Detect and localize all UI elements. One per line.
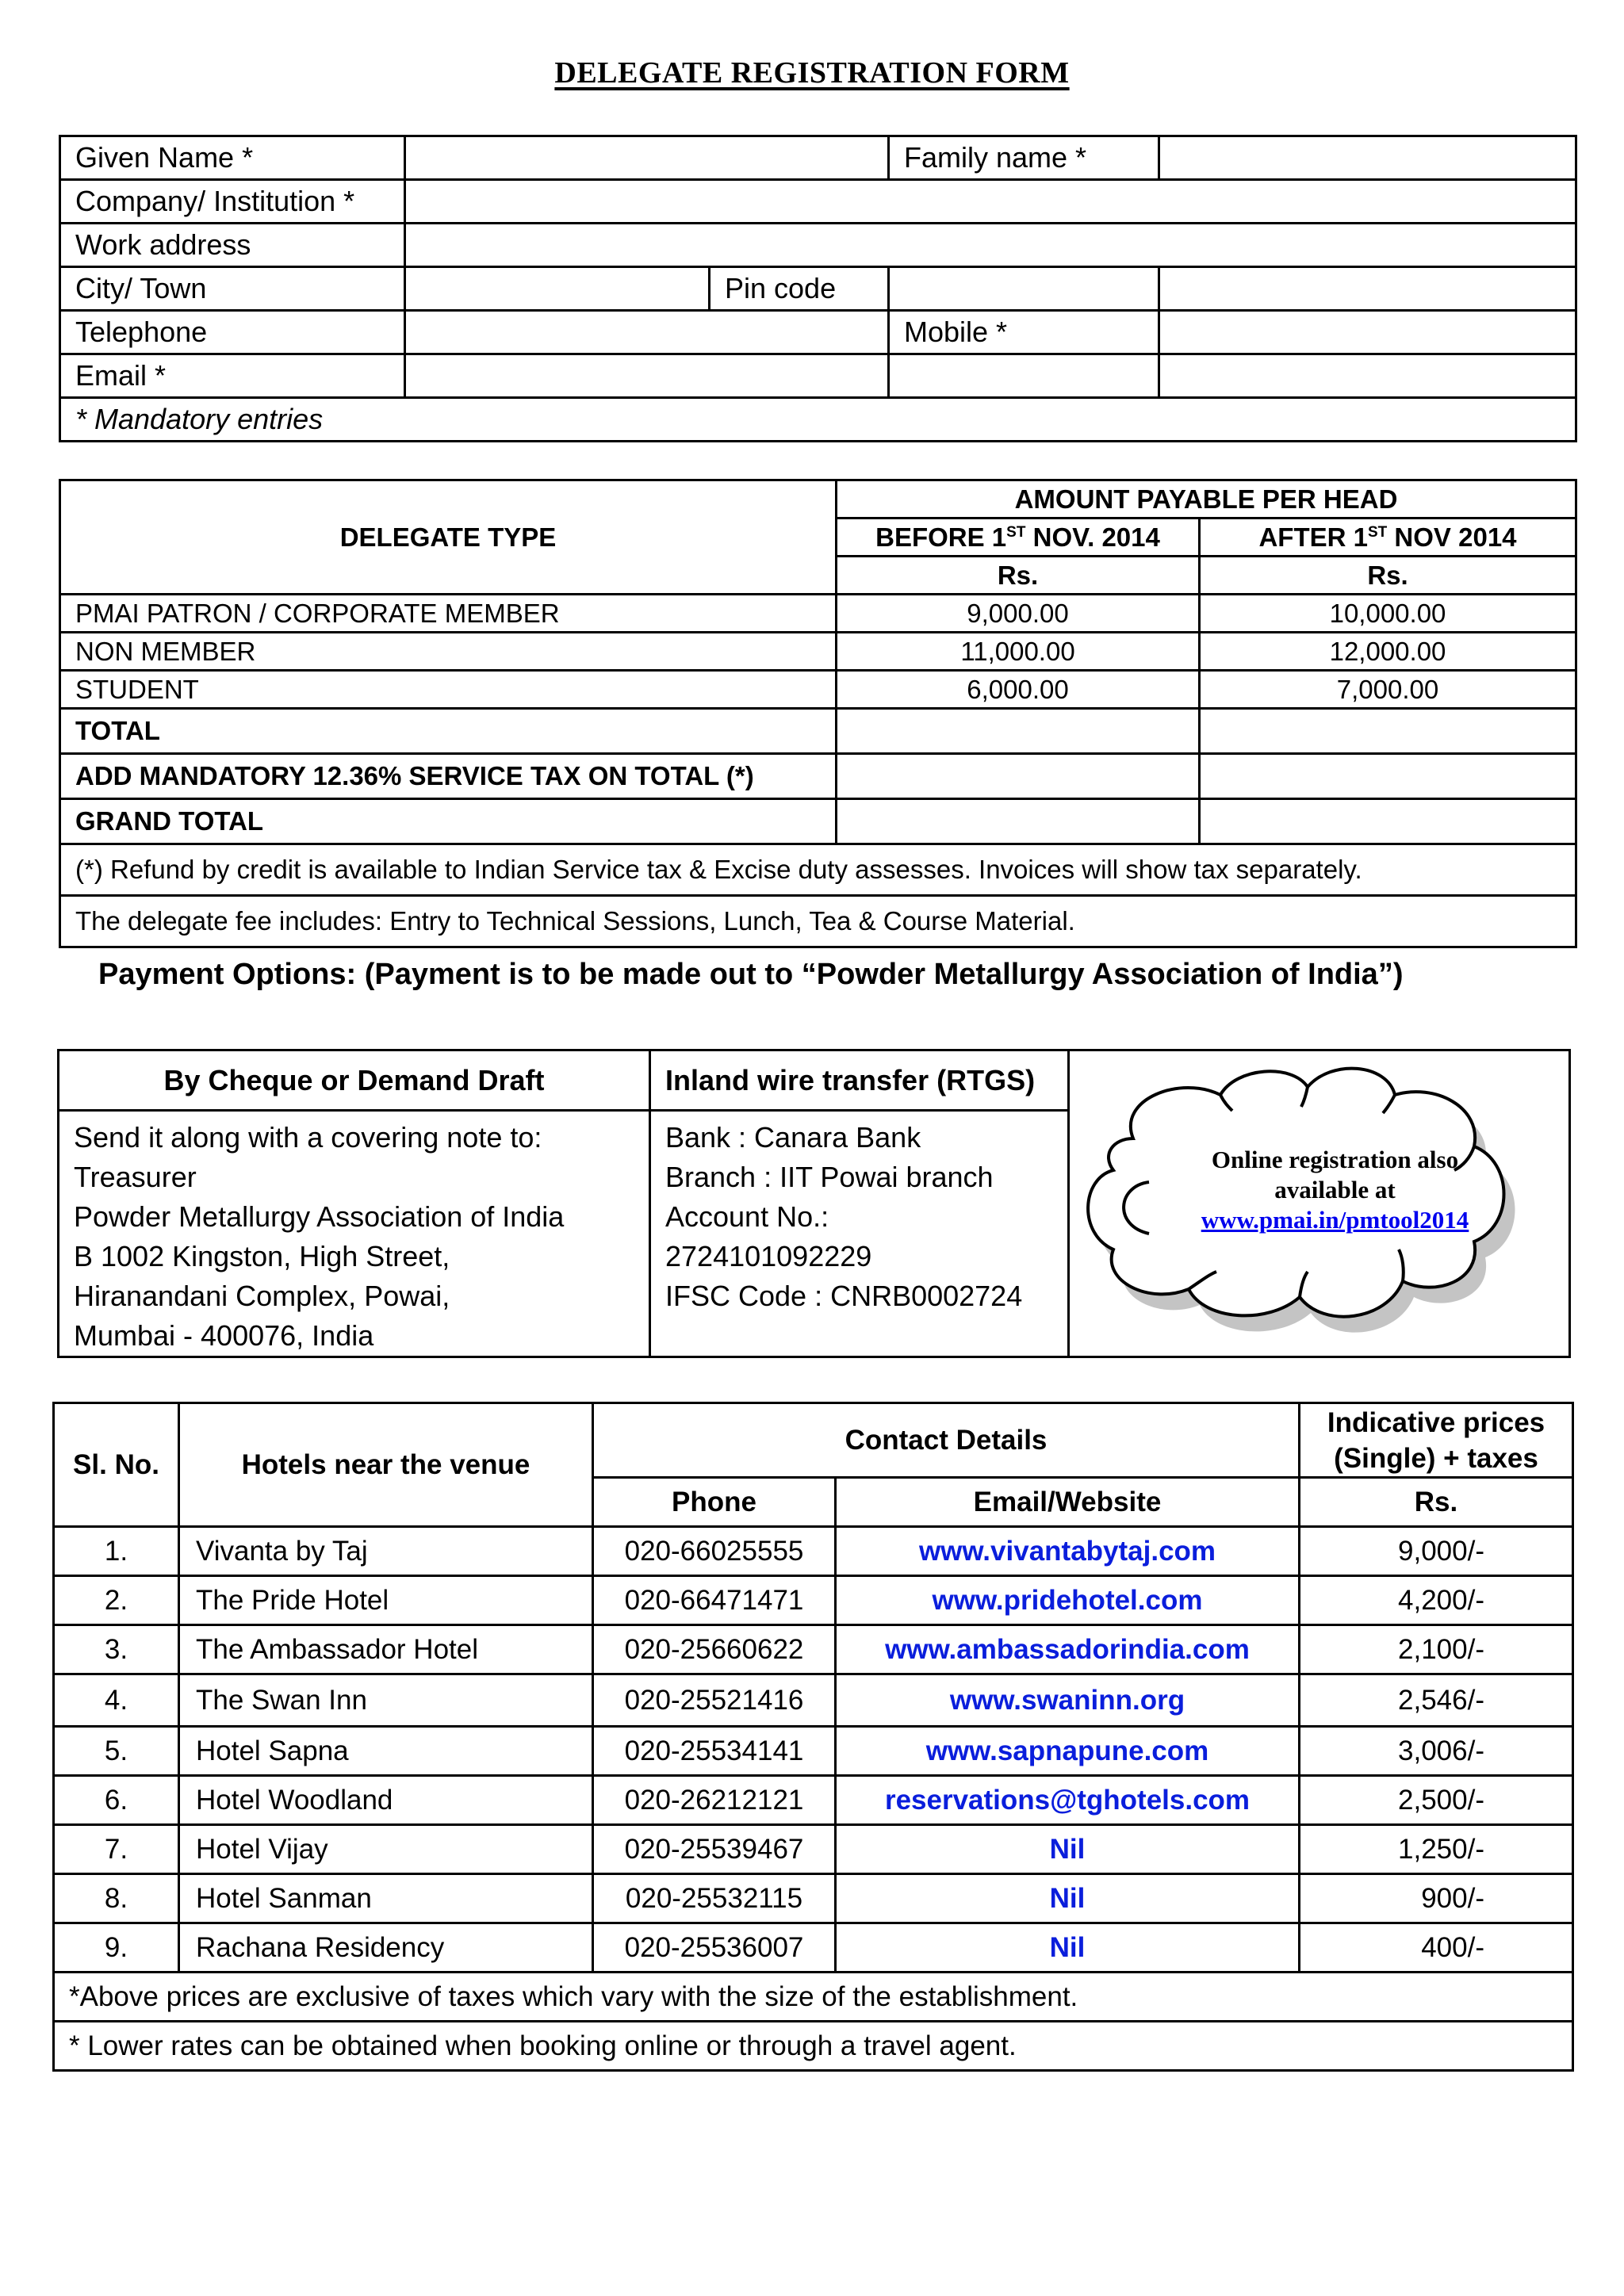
indicative-price-header: Indicative prices (Single) + taxes bbox=[1300, 1403, 1573, 1478]
refund-note: (*) Refund by credit is available to Indian Service tax & Excise duty assesses. Invoices will show tax separately. bbox=[60, 844, 1576, 896]
payment-options-table bbox=[57, 1049, 1571, 1358]
company-field[interactable] bbox=[405, 180, 1576, 224]
email-row bbox=[60, 354, 1576, 398]
fee-after: 12,000.00 bbox=[1200, 633, 1576, 671]
hotels-note-row bbox=[54, 2022, 1573, 2071]
tax-label: ADD MANDATORY 12.36% SERVICE TAX ON TOTAL (*) bbox=[60, 754, 837, 799]
amount-header: AMOUNT PAYABLE PER HEAD bbox=[837, 480, 1576, 519]
delegate-type: NON MEMBER bbox=[60, 633, 837, 671]
company-row bbox=[60, 180, 1576, 224]
delegate-type: PMAI PATRON / CORPORATE MEMBER bbox=[60, 595, 837, 633]
hotel-row bbox=[54, 1576, 1573, 1625]
hotel-price: 9,000/- bbox=[1300, 1527, 1573, 1576]
before-currency: Rs. bbox=[837, 557, 1200, 595]
tax-before-field[interactable] bbox=[837, 754, 1200, 799]
company-label: Company/ Institution * bbox=[60, 180, 405, 224]
city-label: City/ Town bbox=[60, 267, 405, 311]
hotel-website-link[interactable]: www.ambassadorindia.com bbox=[836, 1625, 1300, 1674]
total-label: TOTAL bbox=[60, 709, 837, 754]
after-date-header: AFTER 1ST NOV 2014 bbox=[1200, 519, 1576, 557]
online-registration-text: Online registration also available at www.pmai.in/pmtool2014 bbox=[1117, 1145, 1553, 1235]
city-row bbox=[60, 267, 1576, 311]
fee-row bbox=[60, 633, 1576, 671]
mobile-field[interactable] bbox=[1159, 311, 1576, 354]
grand-total-before-field[interactable] bbox=[837, 799, 1200, 844]
delegate-type: STUDENT bbox=[60, 671, 837, 709]
hotel-name: Hotel Vijay bbox=[179, 1825, 593, 1874]
email-website-header: Email/Website bbox=[836, 1478, 1300, 1527]
work-address-row bbox=[60, 224, 1576, 267]
work-address-label: Work address bbox=[60, 224, 405, 267]
hotel-price: 2,100/- bbox=[1300, 1625, 1573, 1674]
online-registration-callout bbox=[1069, 1050, 1570, 1357]
online-registration-link[interactable]: www.pmai.in/pmtool2014 bbox=[1201, 1206, 1469, 1234]
hotel-name: Hotel Sanman bbox=[179, 1874, 593, 1923]
given-name-field[interactable] bbox=[405, 136, 889, 180]
hotel-website-link[interactable]: www.swaninn.org bbox=[836, 1674, 1300, 1727]
hotel-phone: 020-25539467 bbox=[593, 1825, 836, 1874]
given-name-row bbox=[60, 136, 1576, 180]
pin-code-label: Pin code bbox=[710, 267, 889, 311]
total-row bbox=[60, 709, 1576, 754]
hotel-website-link[interactable]: www.sapnapune.com bbox=[836, 1727, 1300, 1776]
hotel-sl: 6. bbox=[54, 1776, 179, 1825]
after-currency: Rs. bbox=[1200, 557, 1576, 595]
email-label: Email * bbox=[60, 354, 405, 398]
fee-after: 10,000.00 bbox=[1200, 595, 1576, 633]
telephone-row bbox=[60, 311, 1576, 354]
family-name-label: Family name * bbox=[889, 136, 1159, 180]
hotels-table bbox=[52, 1402, 1574, 2072]
hotel-price: 900/- bbox=[1300, 1874, 1573, 1923]
phone-header: Phone bbox=[593, 1478, 836, 1527]
includes-note-row bbox=[60, 896, 1576, 947]
hotel-row bbox=[54, 1874, 1573, 1923]
hotel-email-link[interactable]: reservations@tghotels.com bbox=[836, 1776, 1300, 1825]
hotels-note-row bbox=[54, 1973, 1573, 2022]
lower-rates-note: * Lower rates can be obtained when booking online or through a travel agent. bbox=[54, 2022, 1573, 2071]
email-extra-field-1[interactable] bbox=[889, 354, 1159, 398]
hotel-name: The Pride Hotel bbox=[179, 1576, 593, 1625]
fee-row bbox=[60, 595, 1576, 633]
hotel-row bbox=[54, 1727, 1573, 1776]
hotel-price: 1,250/- bbox=[1300, 1825, 1573, 1874]
hotel-name: Rachana Residency bbox=[179, 1923, 593, 1973]
fee-before: 11,000.00 bbox=[837, 633, 1200, 671]
mandatory-note: * Mandatory entries bbox=[60, 398, 1576, 442]
fee-after: 7,000.00 bbox=[1200, 671, 1576, 709]
hotel-website-link[interactable]: www.vivantabytaj.com bbox=[836, 1527, 1300, 1576]
hotel-row bbox=[54, 1825, 1573, 1874]
hotel-phone: 020-25521416 bbox=[593, 1674, 836, 1727]
grand-total-label: GRAND TOTAL bbox=[60, 799, 837, 844]
price-currency-header: Rs. bbox=[1300, 1478, 1573, 1527]
page-title: DELEGATE REGISTRATION FORM bbox=[554, 56, 1070, 90]
hotel-name-header: Hotels near the venue bbox=[179, 1403, 593, 1527]
hotel-sl: 8. bbox=[54, 1874, 179, 1923]
cheque-details: Send it along with a covering note to: Treasurer Powder Metallurgy Association of India B 1002 Kingston, High Street, Hiranandani Complex, Powai, Mumbai - 400076, India bbox=[59, 1111, 650, 1357]
rtgs-header: Inland wire transfer (RTGS) bbox=[650, 1050, 1069, 1111]
cheque-header: By Cheque or Demand Draft bbox=[59, 1050, 650, 1111]
sl-no-header: Sl. No. bbox=[54, 1403, 179, 1527]
hotel-website-nil: Nil bbox=[836, 1923, 1300, 1973]
hotel-website-nil: Nil bbox=[836, 1874, 1300, 1923]
pin-code-extra-field[interactable] bbox=[1159, 267, 1576, 311]
hotel-website-link[interactable]: www.pridehotel.com bbox=[836, 1576, 1300, 1625]
tax-row bbox=[60, 754, 1576, 799]
hotels-header-row-1 bbox=[54, 1403, 1573, 1478]
hotel-name: The Swan Inn bbox=[179, 1674, 593, 1727]
hotel-phone: 020-25534141 bbox=[593, 1727, 836, 1776]
grand-total-after-field[interactable] bbox=[1200, 799, 1576, 844]
before-date-header: BEFORE 1ST NOV. 2014 bbox=[837, 519, 1200, 557]
payment-options-heading: Payment Options: (Payment is to be made out to “Powder Metallurgy Association of India”) bbox=[98, 958, 1404, 991]
hotel-price: 2,500/- bbox=[1300, 1776, 1573, 1825]
hotel-phone: 020-25660622 bbox=[593, 1625, 836, 1674]
hotel-sl: 3. bbox=[54, 1625, 179, 1674]
total-before-field[interactable] bbox=[837, 709, 1200, 754]
includes-note: The delegate fee includes: Entry to Technical Sessions, Lunch, Tea & Course Material. bbox=[60, 896, 1576, 947]
hotel-sl: 2. bbox=[54, 1576, 179, 1625]
given-name-label: Given Name * bbox=[60, 136, 405, 180]
hotel-price: 400/- bbox=[1300, 1923, 1573, 1973]
hotel-phone: 020-66471471 bbox=[593, 1576, 836, 1625]
mobile-label: Mobile * bbox=[889, 311, 1159, 354]
fee-before: 9,000.00 bbox=[837, 595, 1200, 633]
hotel-row bbox=[54, 1527, 1573, 1576]
hotel-sl: 7. bbox=[54, 1825, 179, 1874]
fee-row bbox=[60, 671, 1576, 709]
hotel-name: Hotel Sapna bbox=[179, 1727, 593, 1776]
hotel-sl: 5. bbox=[54, 1727, 179, 1776]
hotel-phone: 020-26212121 bbox=[593, 1776, 836, 1825]
hotel-row bbox=[54, 1674, 1573, 1727]
fee-before: 6,000.00 bbox=[837, 671, 1200, 709]
hotel-phone: 020-25532115 bbox=[593, 1874, 836, 1923]
email-extra-field-2[interactable] bbox=[1159, 354, 1576, 398]
telephone-field[interactable] bbox=[405, 311, 889, 354]
grand-total-row bbox=[60, 799, 1576, 844]
hotel-name: Hotel Woodland bbox=[179, 1776, 593, 1825]
hotel-name: Vivanta by Taj bbox=[179, 1527, 593, 1576]
hotel-row bbox=[54, 1923, 1573, 1973]
fees-header-row-1 bbox=[60, 480, 1576, 519]
hotel-row bbox=[54, 1776, 1573, 1825]
city-field[interactable] bbox=[405, 267, 710, 311]
taxes-note: *Above prices are exclusive of taxes which vary with the size of the establishment. bbox=[54, 1973, 1573, 2022]
payment-header-row bbox=[59, 1050, 1570, 1111]
hotel-sl: 4. bbox=[54, 1674, 179, 1727]
mandatory-note-row bbox=[60, 398, 1576, 442]
hotel-price: 3,006/- bbox=[1300, 1727, 1573, 1776]
hotel-price: 4,200/- bbox=[1300, 1576, 1573, 1625]
pin-code-field[interactable] bbox=[889, 267, 1159, 311]
work-address-field[interactable] bbox=[405, 224, 1576, 267]
rtgs-details: Bank : Canara Bank Branch : IIT Powai branch Account No.: 2724101092229 IFSC Code : CNRB0002724 bbox=[650, 1111, 1069, 1357]
total-after-field[interactable] bbox=[1200, 709, 1576, 754]
hotel-price: 2,546/- bbox=[1300, 1674, 1573, 1727]
family-name-field[interactable] bbox=[1159, 136, 1576, 180]
telephone-label: Telephone bbox=[60, 311, 405, 354]
hotel-sl: 1. bbox=[54, 1527, 179, 1576]
delegate-type-header: DELEGATE TYPE bbox=[60, 480, 837, 595]
tax-after-field[interactable] bbox=[1200, 754, 1576, 799]
hotel-phone: 020-66025555 bbox=[593, 1527, 836, 1576]
fees-table bbox=[59, 479, 1577, 948]
hotel-row bbox=[54, 1625, 1573, 1674]
hotel-phone: 020-25536007 bbox=[593, 1923, 836, 1973]
email-field[interactable] bbox=[405, 354, 889, 398]
contact-details-header: Contact Details bbox=[593, 1403, 1300, 1478]
personal-details-table bbox=[59, 135, 1577, 442]
refund-note-row bbox=[60, 844, 1576, 896]
hotel-sl: 9. bbox=[54, 1923, 179, 1973]
hotel-website-nil: Nil bbox=[836, 1825, 1300, 1874]
hotel-name: The Ambassador Hotel bbox=[179, 1625, 593, 1674]
